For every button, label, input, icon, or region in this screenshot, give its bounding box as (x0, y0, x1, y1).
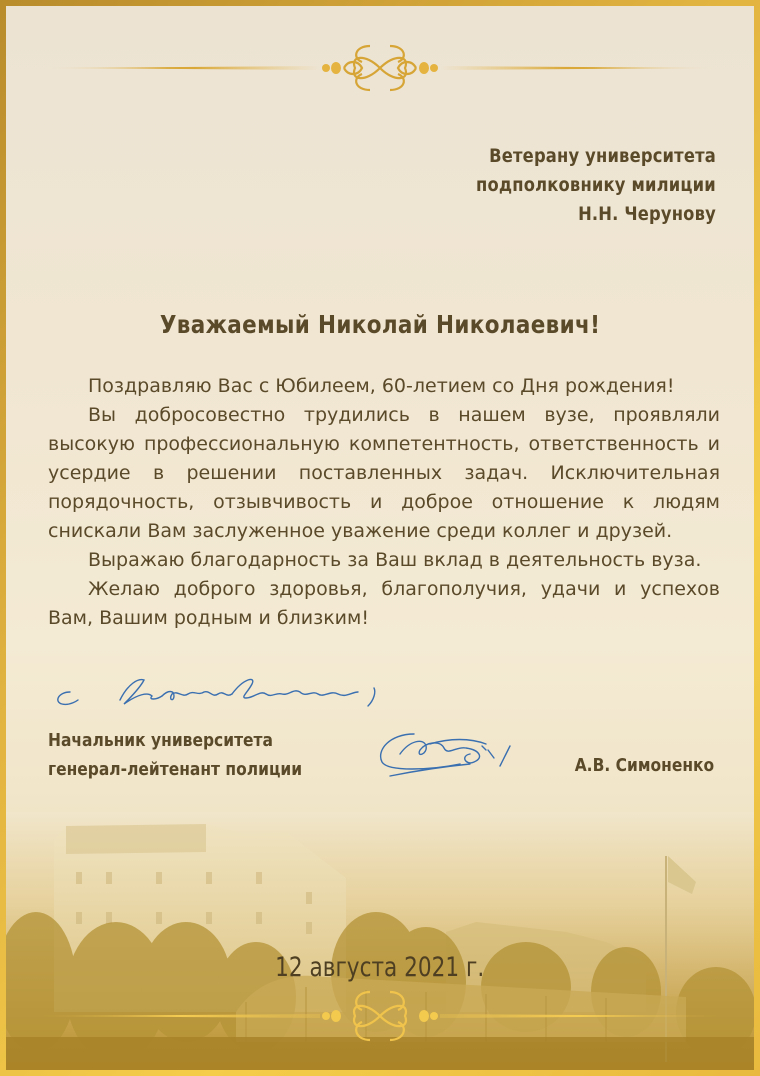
paragraph: Вы добросовестно трудились в нашем вузе, проявляли высокую профессиональную компетентность, ответственность и усердие в решении поставленных задач. Исключительная порядочность, отзывчивость и доброе отношение к людям снискали Вам заслуженное уважение среди коллег и друзей. (48, 404, 720, 542)
paragraph: Поздравляю Вас с Юбилеем, 60-летием со Дня рождения! (88, 375, 675, 397)
paragraph: Выражаю благодарность за Ваш вклад в деятельность вуза. (88, 549, 702, 571)
signer-title (48, 726, 343, 784)
salutation-text: Уважаемый Николай Николаевич! (159, 310, 601, 339)
signer-position: Начальник университета (48, 730, 273, 751)
letter-paper (6, 6, 754, 1070)
recipient-line: Ветерану университета (489, 145, 716, 167)
date-text: 12 августа 2021 г. (275, 952, 485, 983)
recipient-name: Н.Н. Черунову (578, 203, 716, 225)
signer-name (552, 755, 714, 776)
handwritten-closing (48, 670, 408, 714)
handwriting-icon (48, 670, 408, 714)
salutation-heading (6, 310, 754, 339)
bottom-ornament-icon (30, 986, 730, 1046)
letter-date (6, 952, 754, 983)
top-ornament-icon (30, 38, 730, 98)
signer-name-text: А.В. Симоненко (574, 755, 714, 776)
paragraph: Желаю доброго здоровья, благополучия, удачи и успехов Вам, Вашим родным и близким! (48, 578, 720, 629)
recipient-line: подполковнику милиции (476, 174, 716, 196)
signature-icon (370, 720, 530, 792)
recipient-block (437, 142, 716, 229)
signer-rank: генерал-лейтенант полиции (48, 759, 303, 780)
letter-body (48, 372, 720, 633)
